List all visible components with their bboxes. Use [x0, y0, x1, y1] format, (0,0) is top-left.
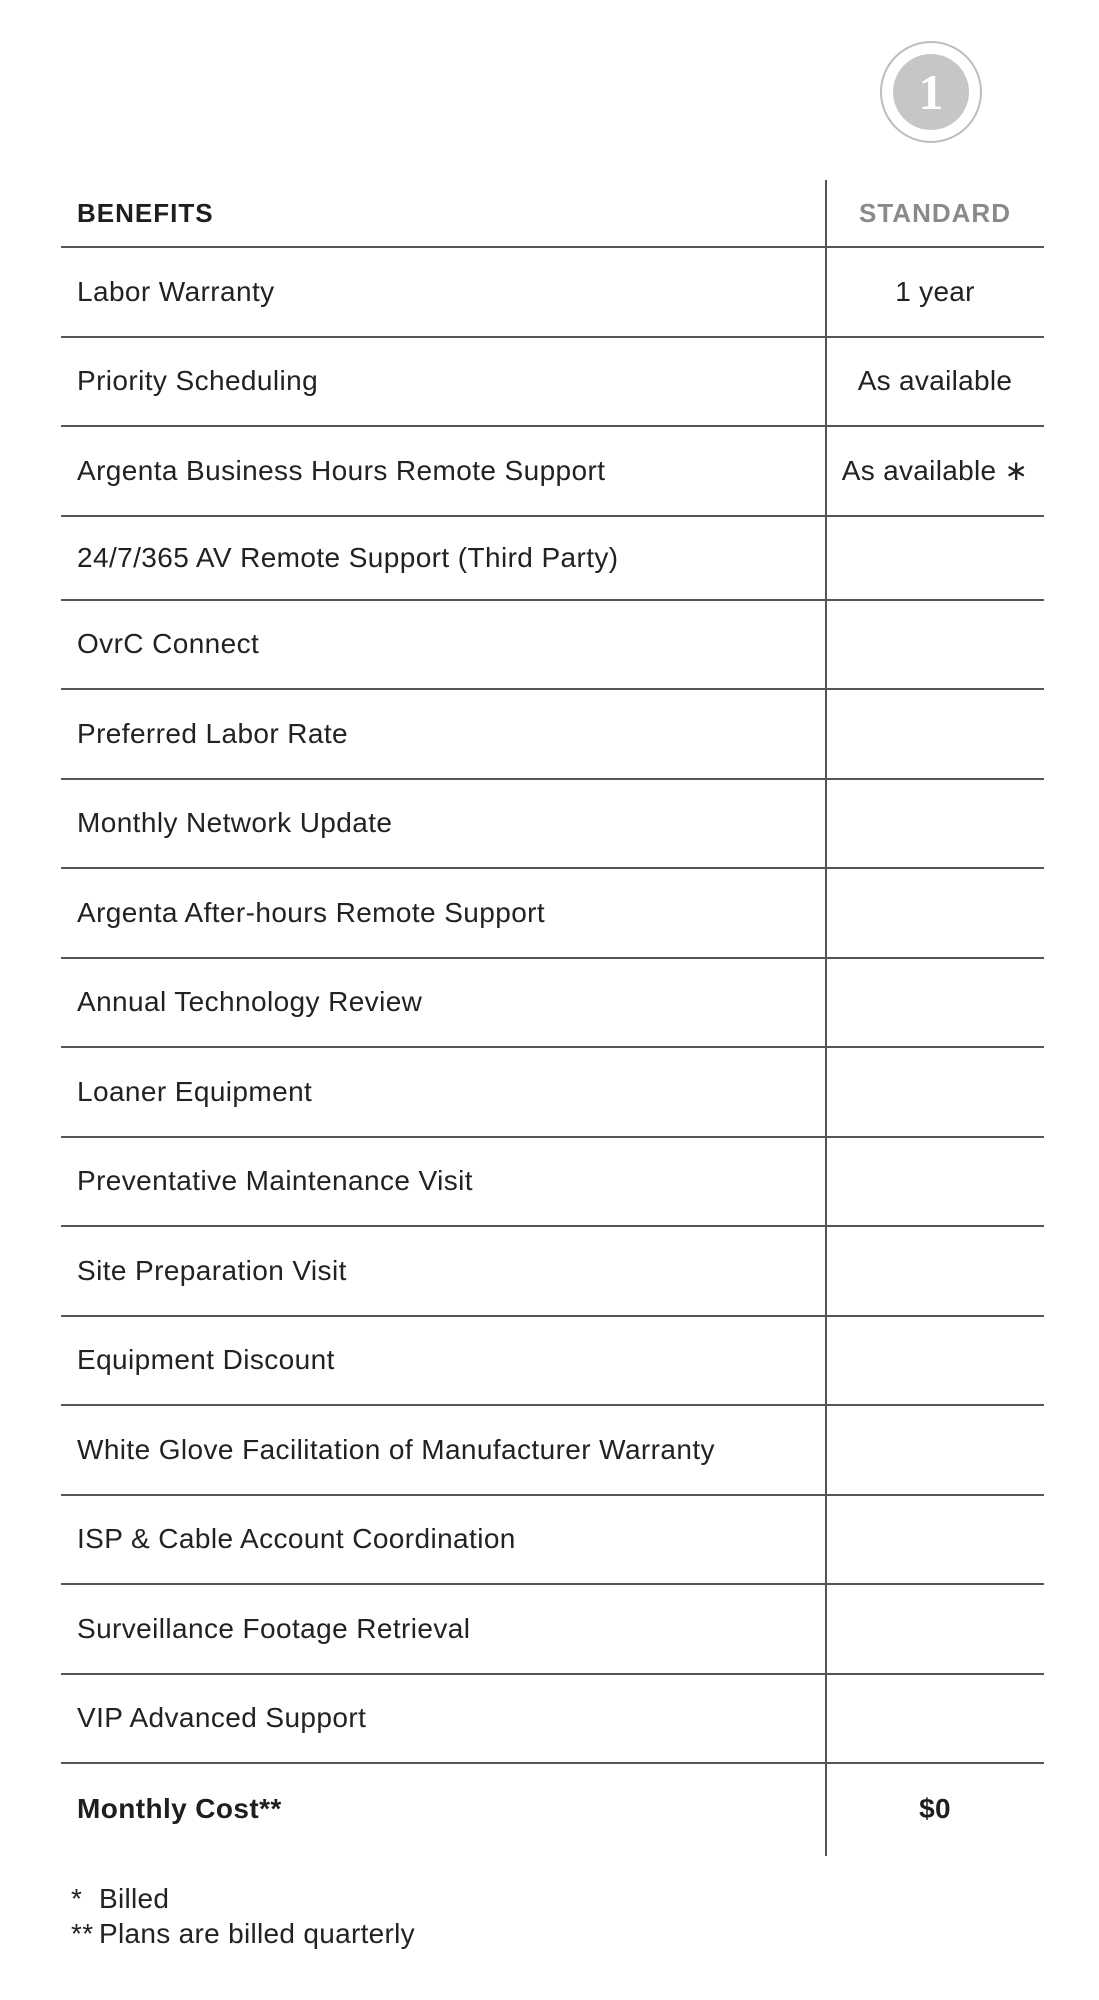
table-row	[61, 338, 1044, 428]
table-row	[61, 517, 1044, 601]
benefit-label: Surveillance Footage Retrieval	[77, 1612, 471, 1644]
table-row	[61, 869, 1044, 959]
benefits-table	[61, 180, 1044, 1854]
benefit-label: OvrC Connect	[77, 628, 260, 660]
monthly-cost-value: $0	[919, 1793, 951, 1824]
footnote-mark: **	[71, 1918, 94, 1949]
footnote-text: Billed	[99, 1883, 170, 1914]
benefit-label: Monthly Network Update	[77, 807, 393, 839]
table-row	[61, 1317, 1044, 1407]
table-row	[61, 1496, 1044, 1586]
benefit-label: Annual Technology Review	[77, 986, 423, 1018]
benefit-label: White Glove Facilitation of Manufacturer Warranty	[77, 1433, 715, 1465]
table-row	[61, 1048, 1044, 1138]
table-row	[61, 1227, 1044, 1317]
footnotes	[71, 1881, 415, 1951]
table-row	[61, 1675, 1044, 1765]
standard-value: As available ∗	[841, 455, 1029, 487]
table-header-row	[61, 180, 1044, 248]
benefit-label: Preventative Maintenance Visit	[77, 1165, 473, 1197]
monthly-cost-label: Monthly Cost**	[77, 1793, 282, 1824]
benefit-label: VIP Advanced Support	[77, 1702, 367, 1734]
table-row	[61, 1138, 1044, 1228]
benefits-column-header: BENEFITS	[77, 197, 214, 228]
table-row	[61, 1406, 1044, 1496]
table-row	[61, 959, 1044, 1049]
benefit-label: Argenta After-hours Remote Support	[77, 896, 546, 928]
plan-number: 1	[893, 54, 969, 130]
table-row	[61, 601, 1044, 691]
plan-number-badge	[880, 41, 982, 143]
table-row	[61, 780, 1044, 870]
standard-value: 1 year	[895, 275, 975, 307]
standard-value: As available	[857, 365, 1013, 397]
benefit-label: Equipment Discount	[77, 1344, 335, 1376]
benefit-label: Loaner Equipment	[77, 1075, 313, 1107]
benefit-label: Priority Scheduling	[77, 365, 319, 397]
table-row	[61, 248, 1044, 338]
table-row	[61, 1585, 1044, 1675]
benefit-label: Site Preparation Visit	[77, 1254, 347, 1286]
footnote-text: Plans are billed quarterly	[99, 1918, 415, 1949]
benefit-label: ISP & Cable Account Coordination	[77, 1523, 516, 1555]
footnote-mark: *	[71, 1883, 83, 1914]
footnote	[71, 1916, 415, 1951]
table-row	[61, 427, 1044, 517]
monthly-cost-row	[61, 1764, 1044, 1854]
standard-column-header: STANDARD	[859, 197, 1011, 228]
table-row	[61, 690, 1044, 780]
benefit-label: Argenta Business Hours Remote Support	[77, 454, 606, 486]
footnote	[71, 1881, 415, 1916]
benefit-label: Preferred Labor Rate	[77, 717, 349, 749]
benefit-label: 24/7/365 AV Remote Support (Third Party)	[77, 541, 619, 573]
benefit-label: Labor Warranty	[77, 275, 275, 307]
